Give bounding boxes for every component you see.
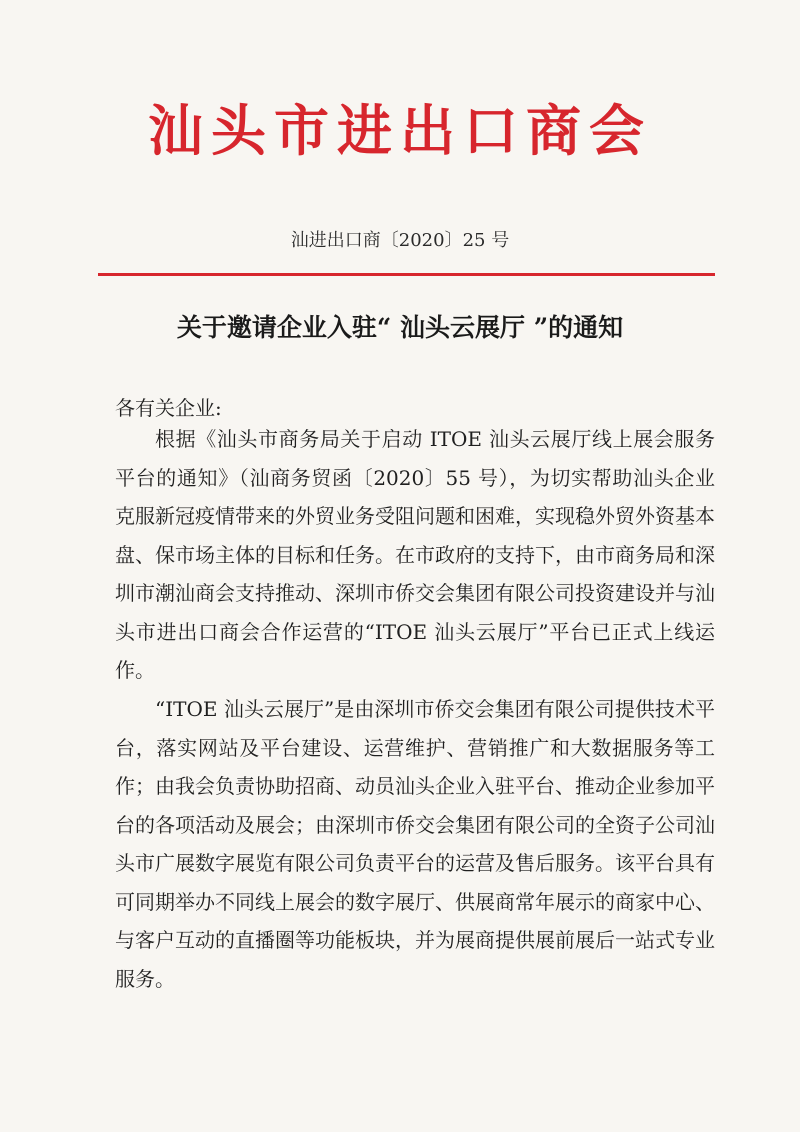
red-divider-line: [98, 273, 715, 276]
salutation: 各有关企业:: [115, 396, 222, 420]
body-paragraph-2: “ITOE 汕头云展厅”是由深圳市侨交会集团有限公司提供技术平台，落实网站及平台建设、运营维护、营销推广和大数据服务等工作；由我会负责协助招商、动员汕头企业入驻平台、推动企业参加平台的各项活动及展会；由深圳市侨交会集团有限公司的全资子公司汕头市广展数字展览有限公司负责平台的运营及售后服务。该平台具有可同期举办不同线上展会的数字展厅、供展商常年展示的商家中心、与客户互动的直播圈等功能板块，并为展商提供展前展后一站式专业服务。: [115, 697, 715, 991]
body-paragraph-1: 根据《汕头市商务局关于启动 ITOE 汕头云展厅线上展会服务平台的通知》（汕商务贸函〔2020〕55 号），为切实帮助汕头企业克服新冠疫情带来的外贸业务受阻问题和困难，实现稳外贸外资基本盘、保市场主体的目标和任务。在市政府的支持下，由市商务局和深圳市潮汕商会支持推动、深圳市侨交会集团有限公司投资建设并与汕头市进出口商会合作运营的“ITOE 汕头云展厅”平台已正式上线运作。: [115, 427, 715, 682]
notice-title: 关于邀请企业入驻“ 汕头云展厅 ”的通知: [176, 313, 624, 342]
organization-title: 汕头市进出口商会: [147, 98, 652, 163]
document-number: 汕进出口商〔2020〕25 号: [290, 230, 510, 251]
